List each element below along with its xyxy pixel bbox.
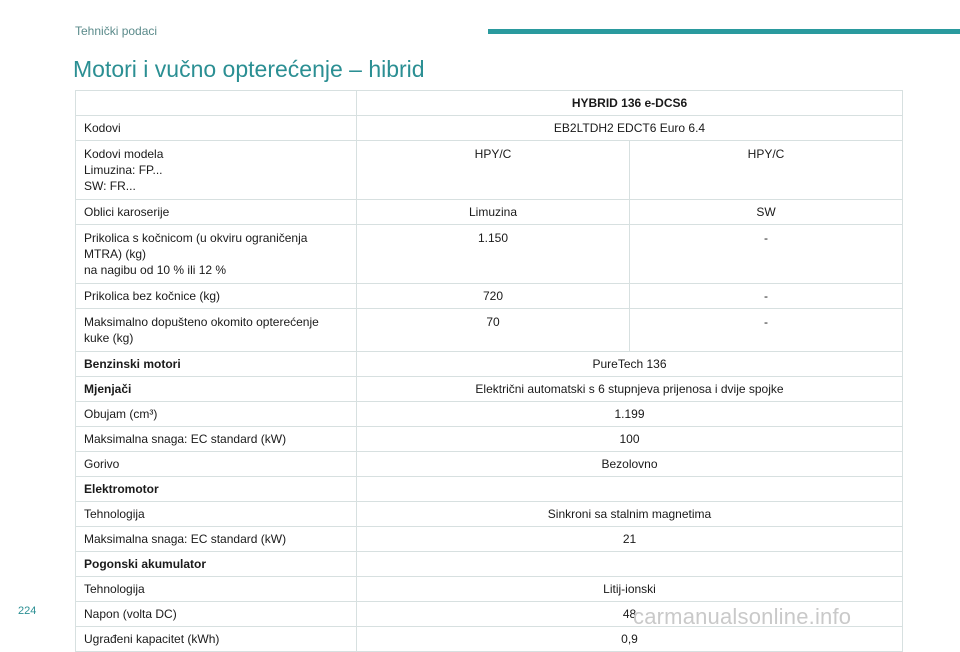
row-value: 21 — [357, 527, 903, 552]
page-title: Motori i vučno opterećenje – hibrid — [73, 56, 425, 82]
row-label — [76, 377, 357, 402]
table-row — [76, 141, 903, 200]
row-label-line: Maksimalna snaga: EC standard (kW) — [84, 432, 287, 446]
row-label-line: kuke (kg) — [84, 331, 134, 345]
row-label — [76, 627, 357, 652]
row-value-sw: - — [630, 225, 903, 284]
row-label — [76, 502, 357, 527]
table-header-row — [76, 91, 903, 116]
row-label — [76, 284, 357, 309]
table-row — [76, 309, 903, 352]
table-row — [76, 427, 903, 452]
row-label-line: Mjenjači — [84, 382, 132, 396]
row-label-line: Elektromotor — [84, 482, 159, 496]
row-label-line: Prikolica bez kočnice (kg) — [84, 289, 221, 303]
row-value: 100 — [357, 427, 903, 452]
row-label — [76, 477, 357, 502]
table-row — [76, 502, 903, 527]
row-label — [76, 452, 357, 477]
row-value: Bezolovno — [357, 452, 903, 477]
row-label — [76, 141, 357, 200]
table-row — [76, 552, 903, 577]
table-row — [76, 627, 903, 652]
row-value: Sinkroni sa stalnim magnetima — [357, 502, 903, 527]
table-row — [76, 377, 903, 402]
row-value — [357, 477, 903, 502]
section-label: Tehnički podaci — [75, 24, 158, 38]
row-value-sedan: 70 — [357, 309, 630, 352]
row-label — [76, 309, 357, 352]
row-value — [357, 552, 903, 577]
row-value-sedan: Limuzina — [357, 200, 630, 225]
row-value-sw: - — [630, 284, 903, 309]
table-row — [76, 284, 903, 309]
row-label-line: Oblici karoserije — [84, 205, 170, 219]
row-label — [76, 527, 357, 552]
row-label — [76, 402, 357, 427]
row-label — [76, 602, 357, 627]
row-label-line: Kodovi — [84, 121, 121, 135]
row-label — [76, 225, 357, 284]
row-label-line: SW: FR... — [84, 179, 136, 193]
row-value: Litij-ionski — [357, 577, 903, 602]
row-value: Električni automatski s 6 stupnjeva prijenosa i dvije spojke — [357, 377, 903, 402]
row-value-sw: SW — [630, 200, 903, 225]
table-row — [76, 527, 903, 552]
row-value-sedan: 1.150 — [357, 225, 630, 284]
row-value: 48 — [357, 602, 903, 627]
row-label-line: Ugrađeni kapacitet (kWh) — [84, 632, 220, 646]
watermark: carmanualsonline.info — [633, 604, 852, 629]
row-label-line: Benzinski motori — [84, 357, 181, 371]
row-label-line: Prikolica s kočnicom (u okviru ograničenja — [84, 231, 308, 245]
row-value: EB2LTDH2 EDCT6 Euro 6.4 — [357, 116, 903, 141]
row-label-line: Napon (volta DC) — [84, 607, 177, 621]
row-label-line: Tehnologija — [84, 507, 145, 521]
table-row — [76, 200, 903, 225]
row-label — [76, 352, 357, 377]
row-label-line: Pogonski akumulator — [84, 557, 207, 571]
page-number: 224 — [18, 605, 37, 617]
row-label-line: MTRA) (kg) — [84, 247, 146, 261]
table-header-model: HYBRID 136 e-DCS6 — [357, 91, 903, 116]
table-row — [76, 452, 903, 477]
header-accent-bar — [488, 29, 960, 34]
row-label-line: Maksimalno dopušteno okomito opterećenje — [84, 315, 319, 329]
table-row — [76, 477, 903, 502]
row-label-line: Limuzina: FP... — [84, 163, 163, 177]
row-label — [76, 116, 357, 141]
row-label-line: na nagibu od 10 % ili 12 % — [84, 263, 227, 277]
row-value: 0,9 — [357, 627, 903, 652]
row-label — [76, 200, 357, 225]
row-label — [76, 552, 357, 577]
table-header-empty — [76, 91, 357, 116]
table-row — [76, 352, 903, 377]
row-label-line: Obujam (cm³) — [84, 407, 158, 421]
row-value-sw: HPY/C — [630, 141, 903, 200]
row-value-sedan: HPY/C — [357, 141, 630, 200]
table-row — [76, 402, 903, 427]
row-label-line: Maksimalna snaga: EC standard (kW) — [84, 532, 287, 546]
row-label-line: Kodovi modela — [84, 147, 164, 161]
table-row — [76, 577, 903, 602]
row-value: 1.199 — [357, 402, 903, 427]
row-label-line: Tehnologija — [84, 582, 145, 596]
table-row — [76, 116, 903, 141]
row-value-sedan: 720 — [357, 284, 630, 309]
row-label — [76, 427, 357, 452]
table-row — [76, 225, 903, 284]
row-value-sw: - — [630, 309, 903, 352]
row-label-line: Gorivo — [84, 457, 120, 471]
spec-table — [75, 90, 903, 652]
row-value: PureTech 136 — [357, 352, 903, 377]
row-label — [76, 577, 357, 602]
